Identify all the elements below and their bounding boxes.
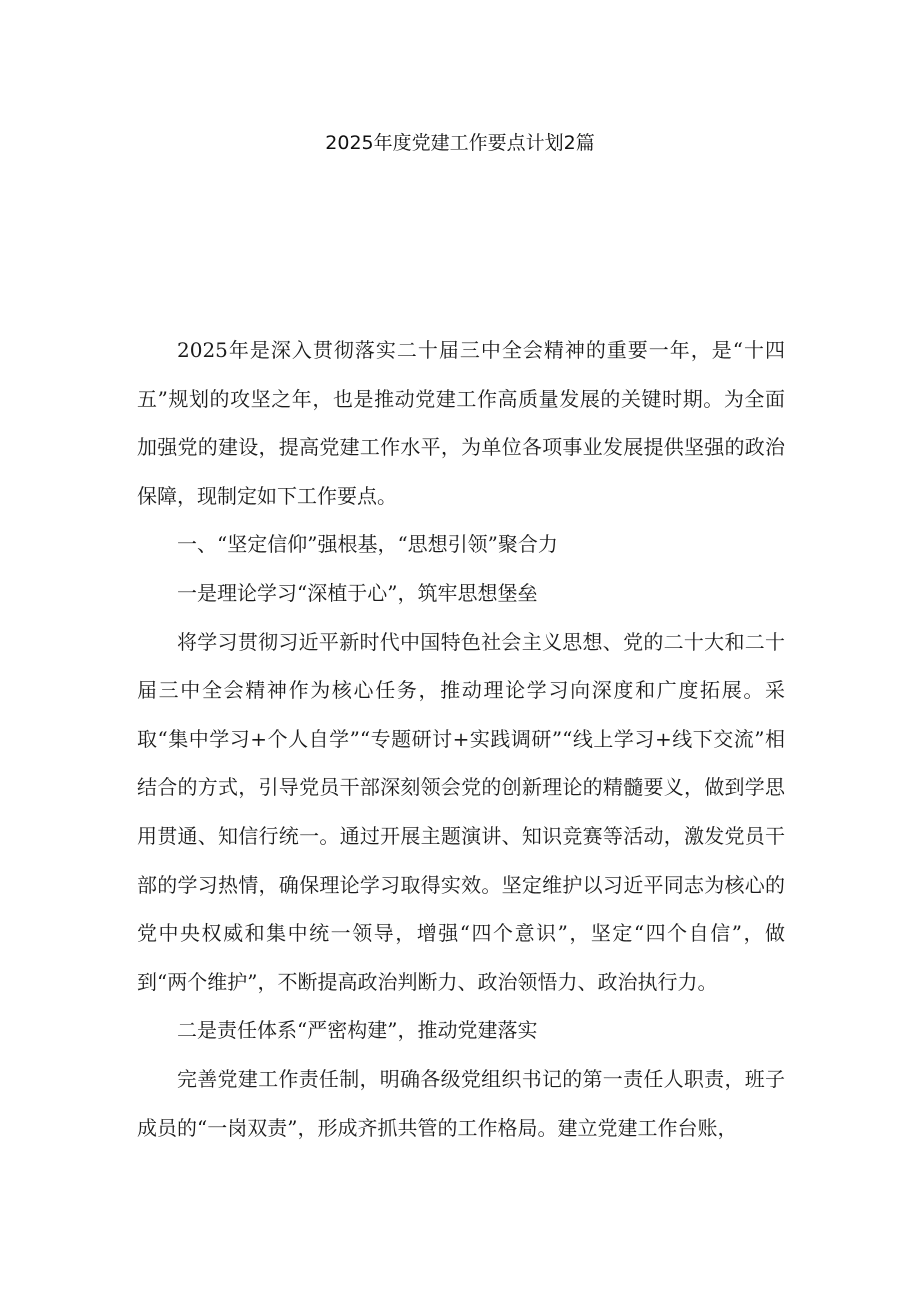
subheading-1: 一是理论学习“深植于心”，筑牢思想堡垒 [177, 580, 538, 605]
subheading-2: 二是责任体系“严密构建”，推动党建落实 [177, 1018, 538, 1043]
document-title: 2025年度党建工作要点计划2篇 [325, 132, 595, 154]
section-heading-1: 一、“坚定信仰”强根基，“思想引领”聚合力 [177, 532, 558, 557]
document-body [137, 326, 785, 1152]
body-paragraph-1: 将学习贯彻习近平新时代中国特色社会主义思想、党的二十大和二十届三中全会精神作为核心任务，推动理论学习向深度和广度拓展。采取“集中学习+个人自学”“专题研讨+实践调研”“线上学习+线下交流”相结合的方式，引导党员干部深刻领会党的创新理论的精髓要义，做到学思用贯通、知信行统一。通过开展主题演讲、知识竞赛等活动，激发党员干部的学习热情，确保理论学习取得实效。坚定维护以习近平同志为核心的党中央权威和集中统一领导，增强“四个意识”，坚定“四个自信”，做到“两个维护”，不断提高政治判断力、政治领悟力、政治执行力。 [137, 629, 785, 994]
body-paragraph-2: 完善党建工作责任制，明确各级党组织书记的第一责任人职责，班子成员的“一岗双责”，形成齐抓共管的工作格局。建立党建工作台账， [137, 1066, 785, 1140]
intro-paragraph: 2025年是深入贯彻落实二十届三中全会精神的重要一年，是“十四五”规划的攻坚之年，也是推动党建工作高质量发展的关键时期。为全面加强党的建设，提高党建工作水平，为单位各项事业发展提供坚强的政治保障，现制定如下工作要点。 [137, 338, 785, 508]
